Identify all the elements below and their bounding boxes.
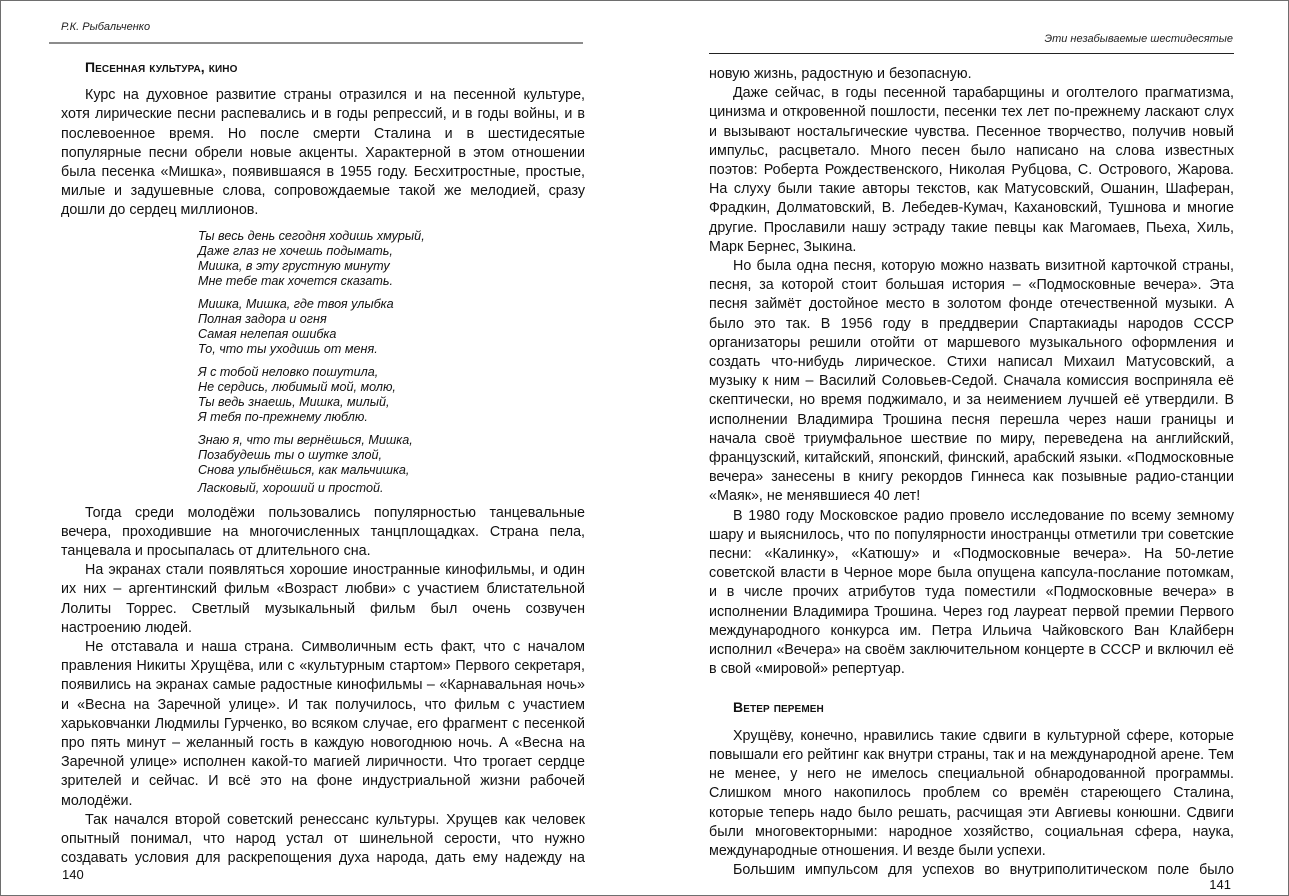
verse-line: Ты ведь знаешь, Мишка, милый, (198, 394, 390, 409)
running-head-author: Р.К. Рыбальченко (61, 21, 151, 33)
verse-line: Ты весь день сегодня ходишь хмурый, (198, 228, 425, 243)
stanza (198, 229, 585, 289)
paragraph: Хрущёву, конечно, нравились такие сдвиги в культурной сфере, которые повышали его рейтинг как внутри страны, так и на международной арене. Тем не менее, у него не имелось специальной обнародованной программы. Слишком много накопилось проблем со времён стареющего Сталина, которые теперь надо было решать, расчищая эти Авгиевы конюшни. Сдвиги были многовекторными: народное хозяйство, социальная сфера, наука, международные отношения. И везде были успехи. (709, 727, 1234, 859)
continued-paragraph: новую жизнь, радостную и безопасную. (709, 66, 972, 82)
verse-line: Даже глаз не хочешь подымать, (198, 243, 393, 258)
paragraph: Большим импульсом для успехов во внутриполитическом поле было (733, 862, 1234, 879)
paragraph: В 1980 году Московское радио провело исследование по всему земному шару и выяснилось, что по популярности иностранцы отметили три советские песни: «Калинку», «Катюшу» и «Подмосковные вечера». На 50-летие советской власти в Черное море была опущена капсула-послание потомкам, и в числе прочих атрибутов туда поместили «Подмосковные вечера» в исполнении Владимира Трошина. Через год лауреат первой премии Первого международного конкурса им. Петра Ильича Чайковского Ван Клайберн исполнил «Вечера» на своём заключительном концерте в СССР и включил её в свой «мировой» репертуар. (709, 507, 1234, 678)
verse-line: То, что ты уходишь от меня. (198, 341, 378, 356)
left-page-body (61, 58, 585, 868)
verse-line: Ласковый, хороший и простой. (198, 480, 384, 495)
right-page (641, 1, 1288, 895)
verse-line: Мне тебе так хочется сказать. (198, 273, 393, 288)
verse-line: Я тебя по-прежнему люблю. (198, 409, 368, 424)
verse-line: Самая нелепая ошибка (198, 326, 337, 341)
verse-line: Я с тобой неловко пошутила, (198, 364, 379, 379)
paragraph: На экранах стали появляться хорошие иностранные кинофильмы, и один их них – аргентинский фильм «Возраст любви» с участием блистательной Лолиты Торрес. Светлый музыкальный фильм был очень созвучен настроению людей. (61, 562, 585, 636)
page-number: 140 (62, 867, 84, 882)
stanza (198, 297, 585, 357)
right-page-body (709, 65, 1234, 880)
verse-line: Позабудешь ты о шутке злой, (198, 447, 382, 462)
verse-line: Полная задора и огня (198, 311, 327, 326)
verse-line: Снова улыбнёшься, как мальчишка, (198, 462, 410, 477)
section-title: Ветер перемен (733, 698, 824, 715)
header-rule (49, 42, 583, 44)
left-page (1, 1, 641, 895)
paragraph: Так начался второй советский ренессанс культуры. Хрущев как человек опытный понимал, что народ устал от шинельной серости, что нужно создавать условия для раскрепощения духа народа, дать ему надежду на (61, 811, 585, 867)
verse-line: Мишка, Мишка, где твоя улыбка (198, 296, 394, 311)
verse-line: Знаю я, что ты вернёшься, Мишка, (198, 432, 413, 447)
paragraph: Не отставала и наша страна. Символичным есть факт, что с началом правления Никиты Хрущёва, или с «культурным стартом» Первого секретаря, появились на экранах самые радостные кинофильмы – «Карнавальная ночь» и «Весна на Заречной улице». И так получилось, что фильм с участием харьковчанки Людмилы Гурченко, во всяком случае, его фрагмент с песенкой про пять минут – желанный гость в каждую новогоднюю ночь. А «Весна на Заречной улице» исполнен какой-то магией лиричности. Что трогает сердце зрителей и сейчас. И всё это на фоне индустриальной жизни рабочей молодёжи. (61, 639, 585, 809)
section-title: Песенная культура, кино (85, 59, 238, 75)
page-number: 141 (1209, 877, 1231, 892)
paragraph: Курс на духовное развитие страны отразился и на песенной культуре, хотя лирические песни распевались и в годы репрессий, и в годы войны, и в послевоенное время. Но после смерти Сталина и в шестидесятые популярные песни обрели новые акценты. Характерной в этом отношении была песенка «Мишка», появившаяся в 1955 году. Бесхитростные, простые, милые и задушевные слова, сопровождаемые такой же мелодией, сразу дошли до сердец миллионов. (61, 87, 585, 219)
running-head-title: Эти незабываемые шестидесятые (1044, 33, 1233, 45)
verse-line: Мишка, в эту грустную минуту (198, 258, 390, 273)
paragraph: Даже сейчас, в годы песенной тарабарщины и оголтелого прагматизма, цинизма и откровенной пошлости, песенки тех лет по-прежнему ласкают слух и вызывают ностальгические чувства. Песенное творчество, получив новый импульс, расцветало. Много песен было написано на слова известных поэтов: Роберта Рождественского, Николая Рубцова, С. Острового, Жарова. На слуху были такие авторы текстов, как Матусовский, Ошанин, Шаферан, Фрадкин, Долматовский, В. Лебедев-Кумач, Кахановский, Тушнова и многие другие. Прославили нашу эстраду такие певцы как Магомаев, Пьеха, Хиль, Марк Бернес, Зыкина. (709, 85, 1234, 255)
verse-line: Не сердись, любимый мой, молю, (198, 379, 396, 394)
stanza (198, 433, 585, 496)
paragraph: Но была одна песня, которую можно назвать визитной карточкой страны, песня, за которой стоит большая история – «Подмосковные вечера». Эта песня займёт достойное место в золотом фонде отечественной музыки. А было это так. В 1956 году в преддверии Спартакиады народов СССР организаторы решили отойти от маршевого музыкального оформления и создать что-нибудь лирическое. Стихи написал Михаил Матусовский, а музыку к ним – Василий Соловьев-Седой. Сначала комиссия восприняла её скептически, но время поджимало, и за неимением лучшей её утвердили. В исполнении Владимира Трошина песня перешла через наши границы и начала своё триумфальное шествие по миру, переведена на английский, французский, китайский, японский, финский, арабский языки. «Подмосковные вечера» занесены в книгу рекордов Гиннеса как позывные радио-станции «Маяк», не менявшиеся 40 лет! (709, 258, 1234, 505)
paragraph: Тогда среди молодёжи пользовались популярностью танцевальные вечера, проходившие на многочисленных танцплощадках. Страна пела, танцевала и просыпалась от длительного сна. (61, 504, 585, 560)
header-rule (709, 53, 1234, 54)
song-verse (198, 229, 585, 496)
stanza (198, 365, 585, 425)
